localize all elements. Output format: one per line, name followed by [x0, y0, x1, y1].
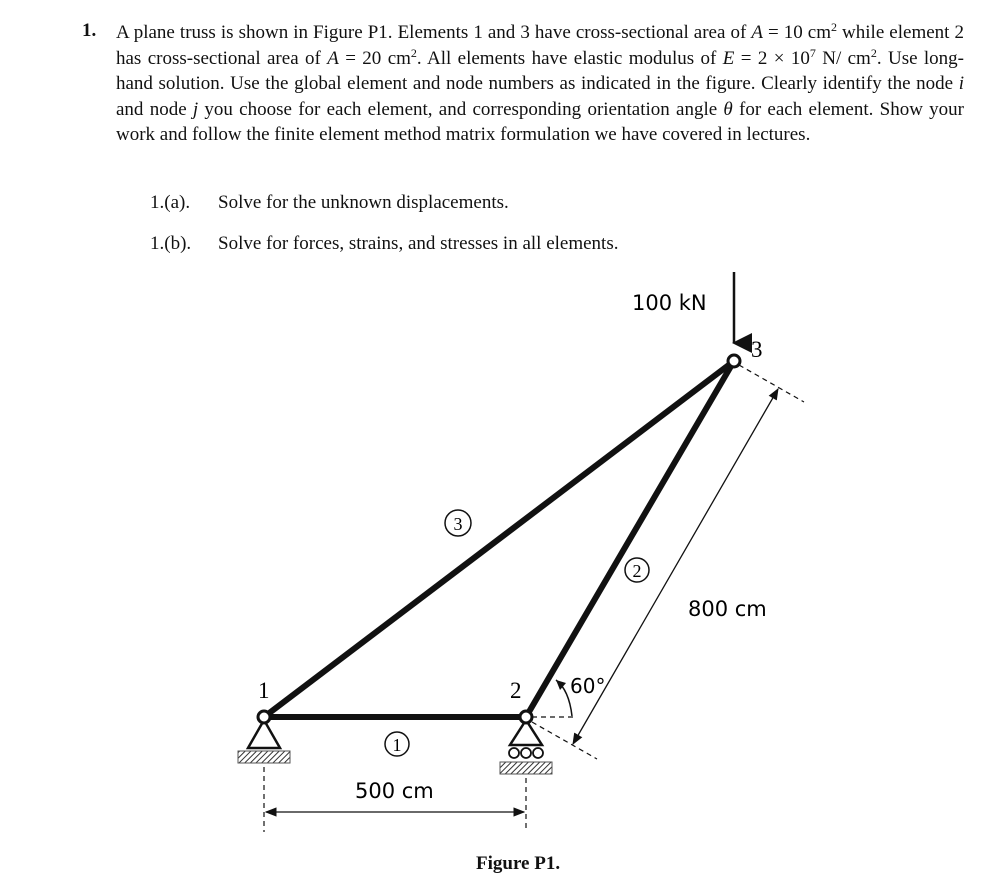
text-run: = 10 cm — [762, 22, 831, 43]
math-j: j — [192, 98, 199, 120]
superscript: 2 — [410, 45, 417, 60]
element-2-marker — [625, 558, 649, 582]
node-3-joint — [728, 355, 740, 367]
extension-line-top — [739, 365, 804, 402]
node-1-joint — [258, 711, 270, 723]
load-label: 100 kN — [632, 291, 707, 315]
text-run: = 20 cm — [338, 47, 411, 69]
figure-caption: Figure P1. — [476, 853, 561, 874]
text-run: and node — [116, 98, 193, 120]
element-1-marker — [385, 732, 409, 756]
math-A: A — [327, 47, 339, 69]
subquestion-label: 1.(a). — [150, 192, 191, 213]
node-1-label: 1 — [258, 678, 270, 703]
dimension-label-800: 800 cm — [688, 597, 767, 621]
superscript: 2 — [870, 45, 877, 60]
text-run: = 2 × 10 — [734, 47, 810, 69]
element-3-label: 3 — [453, 514, 463, 534]
element-2-bar — [526, 361, 734, 717]
text-run: N/ cm — [815, 47, 871, 69]
text-run: A plane truss is shown in Figure P1. Elements 1 and 3 have cross-sectional area of — [116, 22, 752, 43]
text-run: for each element. Show your work and follow the finite element method matrix formulation we have covered in lectures. — [116, 98, 964, 145]
dimension-label-500: 500 cm — [355, 779, 434, 803]
math-i: i — [958, 73, 964, 94]
math-A: A — [751, 22, 763, 43]
math-E: E — [722, 47, 735, 69]
text-run: you choose for each element, and corresponding orientation angle — [198, 98, 724, 120]
node-2-joint — [520, 711, 532, 723]
text-run: . Use long-hand solution. Use the global element and node numbers as indicated in the figure. Clearly identify the node — [116, 47, 965, 94]
pin-support — [238, 720, 290, 763]
node-2-label: 2 — [510, 678, 522, 703]
text-run: . All elements have elastic modulus of — [416, 47, 723, 69]
question-number: 1. — [82, 20, 97, 41]
math-theta: θ — [723, 98, 733, 120]
subquestion-text: Solve for the unknown displacements. — [218, 192, 509, 213]
subquestion-text: Solve for forces, strains, and stresses in all elements. — [218, 233, 619, 254]
dimension-line-800 — [573, 389, 778, 744]
superscript: 7 — [809, 45, 816, 60]
subquestion-label: 1.(b). — [150, 233, 192, 254]
element-3-bar — [264, 361, 734, 717]
node-3-label: 3 — [751, 337, 763, 362]
element-1-label: 1 — [392, 735, 402, 755]
angle-label: 60° — [570, 674, 606, 698]
text-run: while element 2 has cross-sectional area of — [116, 22, 964, 69]
element-2-label: 2 — [632, 561, 642, 581]
roller-support — [500, 720, 552, 774]
element-3-marker — [445, 510, 471, 536]
superscript: 2 — [831, 20, 837, 34]
